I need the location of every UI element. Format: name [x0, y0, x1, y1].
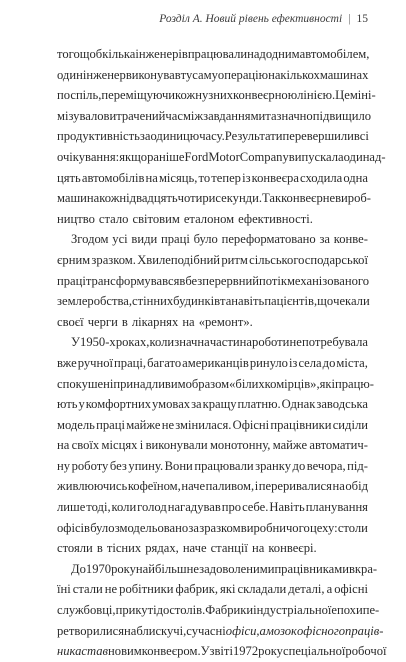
word: пацієнтів,	[264, 294, 318, 309]
word: щоб	[79, 47, 103, 61]
word: деталі,	[288, 582, 325, 597]
page-number: 15	[356, 13, 368, 25]
text-line	[57, 559, 378, 580]
text-line	[57, 188, 371, 209]
word: рядах,	[145, 541, 179, 556]
word: своєї	[57, 314, 84, 329]
word: кожні	[99, 191, 130, 206]
word: які	[220, 582, 236, 597]
word: пе-	[362, 603, 380, 618]
word: кращу	[202, 397, 237, 412]
word: У	[71, 335, 80, 350]
word: між	[182, 108, 204, 123]
word: автоматич-	[309, 438, 368, 453]
word: мозок	[265, 623, 297, 638]
word: епохи	[331, 603, 363, 618]
word: а	[326, 582, 333, 597]
word: поспіль,	[57, 88, 102, 103]
word: в	[96, 541, 103, 556]
word: операцію	[217, 67, 269, 82]
text-line	[57, 600, 380, 621]
word: механізованого	[286, 273, 370, 288]
text-line	[57, 332, 368, 353]
word: на	[332, 479, 345, 494]
word: один	[57, 67, 83, 82]
word: стали	[72, 582, 103, 597]
word: безперервний	[185, 273, 259, 288]
word: роботу	[71, 458, 109, 473]
word: часу.	[199, 129, 225, 144]
paragraph	[57, 229, 368, 332]
word: на	[145, 170, 158, 185]
word: виконували	[145, 438, 208, 453]
word: не	[161, 417, 175, 432]
word: працювали	[194, 458, 254, 473]
paragraph	[57, 559, 387, 662]
word: секунди.	[215, 191, 262, 206]
word: образом	[185, 376, 230, 391]
word: станції	[210, 541, 248, 556]
text-line	[57, 229, 368, 250]
word: підвищило	[312, 108, 372, 123]
text-line	[57, 497, 368, 518]
word: Результати	[224, 129, 283, 144]
word: тоді,	[86, 500, 111, 515]
word: та	[265, 108, 277, 123]
word: всі	[353, 129, 369, 144]
word: наче	[182, 541, 207, 556]
word: витрачений	[103, 108, 166, 123]
word: що	[317, 294, 334, 309]
word: спокушені	[57, 376, 114, 391]
word: та	[220, 294, 232, 309]
word: 1950-х	[80, 335, 116, 350]
word: став	[81, 644, 109, 659]
word: сиділи	[332, 417, 368, 432]
word: ринуло	[249, 355, 288, 370]
word: кожну	[175, 88, 209, 103]
word: робочої	[345, 644, 387, 659]
word: в	[348, 561, 355, 576]
word: переформатовано	[221, 232, 316, 247]
word: за	[319, 232, 331, 247]
word: будинків	[173, 294, 221, 309]
body-text	[57, 44, 387, 662]
word: Хвилеподібний	[137, 252, 221, 267]
word: змінилася.	[175, 417, 232, 432]
text-line	[57, 168, 368, 189]
word: з	[208, 88, 214, 103]
word: цеху:	[309, 520, 338, 535]
word: звіті	[209, 644, 233, 659]
text-line	[57, 106, 372, 127]
word: офісів	[57, 520, 90, 535]
word: прикуті	[115, 603, 157, 618]
word: черги	[87, 314, 118, 329]
paragraph	[57, 332, 374, 559]
word: 1972	[232, 644, 259, 659]
word: офіси,	[225, 623, 260, 638]
word: в	[121, 314, 128, 329]
word: і	[139, 438, 144, 453]
word: умовах	[152, 397, 191, 412]
word: інженерів	[135, 47, 188, 61]
word: голод	[137, 500, 167, 515]
word: конвеєрі.	[268, 541, 317, 556]
word: чекали	[333, 294, 370, 309]
text-line	[57, 476, 368, 497]
text-line	[57, 291, 368, 312]
word: праці	[96, 417, 125, 432]
word: села	[298, 355, 322, 370]
text-line	[57, 312, 368, 333]
word: одинад-	[343, 149, 386, 164]
word: Так	[261, 191, 282, 206]
word: Ford	[184, 149, 209, 164]
word: із	[242, 170, 251, 185]
word: модель	[57, 417, 95, 432]
word: за	[139, 129, 151, 144]
word: під-	[347, 458, 368, 473]
word: них	[213, 88, 234, 103]
text-line	[57, 394, 368, 415]
word: праців-	[345, 623, 384, 638]
word: без	[109, 458, 127, 473]
word: наче	[181, 479, 206, 494]
word: одним	[265, 47, 300, 61]
word: столів.	[169, 603, 206, 618]
word: у	[78, 397, 85, 412]
word: спеціальної	[282, 644, 346, 659]
text-line	[57, 209, 368, 230]
word: коли	[111, 500, 137, 515]
word: багато	[147, 355, 182, 370]
text-line	[57, 518, 368, 539]
word: Однак	[281, 397, 316, 412]
text-line	[57, 271, 368, 292]
word: потребувала	[301, 335, 368, 350]
text-line	[57, 579, 368, 600]
word: на	[182, 314, 195, 329]
word: лише	[57, 500, 86, 515]
word: ють	[57, 397, 78, 412]
word: роках,	[115, 335, 150, 350]
word: до	[156, 603, 170, 618]
word: Згодом	[71, 232, 109, 247]
word: над	[247, 47, 266, 61]
word: столи	[337, 520, 368, 535]
word: цять	[57, 170, 81, 185]
word: ництво	[57, 211, 95, 226]
word: про	[221, 500, 242, 515]
word: року	[258, 644, 283, 659]
word: працю-	[335, 376, 374, 391]
word: Company	[239, 149, 289, 164]
text-line	[57, 456, 368, 477]
word: не	[104, 582, 118, 597]
word: конвеєрне	[281, 191, 336, 206]
word: продуктивність	[57, 129, 140, 144]
text-line	[57, 44, 368, 65]
word: Вони	[164, 458, 193, 473]
text-line	[57, 353, 368, 374]
word: не	[289, 335, 302, 350]
word: До	[71, 561, 86, 576]
word: двадцять	[129, 191, 178, 206]
text-line	[57, 65, 368, 86]
word: ретворилися	[57, 623, 124, 638]
word: кофеїном,	[127, 479, 181, 494]
word: американців	[182, 355, 249, 370]
word: чотири	[177, 191, 216, 206]
running-header	[159, 13, 368, 25]
word: того	[57, 47, 80, 61]
word: упину.	[128, 458, 164, 473]
word: вже	[57, 355, 77, 370]
word: стояли	[57, 541, 93, 556]
word: на	[251, 541, 265, 556]
word: ефективності.	[238, 211, 313, 226]
word: вечора,	[306, 458, 346, 473]
word: міста,	[336, 355, 368, 370]
word: майже	[126, 417, 161, 432]
word: ручної	[77, 355, 114, 370]
word: року	[111, 561, 136, 576]
word: навіть	[231, 294, 265, 309]
word: за	[188, 520, 199, 535]
word: конвеєрною	[233, 88, 298, 103]
word: стало	[98, 211, 129, 226]
word: Навіть	[269, 500, 305, 515]
word: сходила	[300, 170, 343, 185]
word: зразком.	[91, 252, 136, 267]
word: машина	[57, 191, 100, 206]
word: якщо	[119, 149, 148, 164]
text-line	[57, 435, 368, 456]
word: кілька	[102, 47, 136, 61]
word: фабрик,	[175, 582, 219, 597]
word: із	[288, 355, 298, 370]
word: які	[319, 376, 336, 391]
word: вироб-	[335, 191, 371, 206]
word: світовим	[132, 211, 180, 226]
text-line	[57, 250, 368, 271]
word: конвеєра	[251, 170, 299, 185]
word: незадоволеними	[186, 561, 275, 576]
word: інженер	[82, 67, 126, 82]
word: працювали	[187, 47, 248, 61]
text-line	[57, 147, 386, 168]
word: стінних	[132, 294, 174, 309]
word: коли	[149, 335, 175, 350]
word: сучасні	[186, 623, 226, 638]
word: блискучі,	[136, 623, 187, 638]
word: то	[198, 170, 211, 185]
text-line	[57, 621, 384, 642]
word: зразком	[199, 520, 241, 535]
word: саму	[192, 67, 218, 82]
word: трансформувався	[85, 273, 180, 288]
word: в	[179, 273, 186, 288]
word: ту	[180, 67, 193, 82]
word: мізувало	[57, 108, 104, 123]
word: планування	[305, 500, 368, 515]
word: лікарнях	[131, 314, 179, 329]
word: офісні	[334, 582, 368, 597]
word: ну	[57, 458, 71, 473]
word: комфортних	[85, 397, 152, 412]
word: потік	[258, 273, 287, 288]
word: було	[90, 520, 115, 535]
word: виконував	[125, 67, 181, 82]
word: обід	[345, 479, 368, 494]
word: тісних	[106, 541, 142, 556]
section-title: Розділ А. Новий рівень ефективності	[159, 13, 343, 25]
word: одиницю	[150, 129, 200, 144]
word: час	[165, 108, 183, 123]
text-line	[57, 415, 368, 436]
text-line	[57, 85, 376, 106]
word: паливом,	[205, 479, 255, 494]
word: У	[200, 644, 210, 659]
word: праці,	[114, 355, 147, 370]
word: найбільш	[135, 561, 187, 576]
word: виробничого	[240, 520, 310, 535]
word: місцях	[101, 438, 138, 453]
word: конве-	[333, 232, 368, 247]
text-line	[57, 126, 368, 147]
word: на	[268, 67, 281, 82]
word: майже	[272, 438, 308, 453]
word: складали	[237, 582, 287, 597]
word: значно	[276, 108, 313, 123]
word: перевершили	[282, 129, 354, 144]
word: роботи	[252, 335, 290, 350]
word: індустріальної	[253, 603, 332, 618]
word: а	[259, 623, 266, 638]
word: еталоном	[183, 211, 235, 226]
word: живлюючись	[57, 479, 128, 494]
word: працівниками	[274, 561, 349, 576]
word: Це	[335, 88, 350, 103]
word: офісного	[296, 623, 346, 638]
word: «білих	[229, 376, 265, 391]
word: змодельовано	[114, 520, 189, 535]
word: усі	[112, 232, 128, 247]
text-line	[57, 538, 368, 559]
word: своїх	[71, 438, 100, 453]
word: до	[292, 458, 306, 473]
word: зранку	[255, 458, 291, 473]
word: новим	[108, 644, 142, 659]
paragraph	[57, 44, 386, 229]
word: кра-	[354, 561, 378, 576]
word: платню.	[237, 397, 281, 412]
text-line	[57, 374, 374, 395]
header-separator: |	[348, 13, 351, 25]
word: Фабрики	[205, 603, 254, 618]
word: ритм	[221, 252, 248, 267]
word: праці	[160, 232, 190, 247]
word: на	[124, 623, 137, 638]
word: завданнями	[203, 108, 266, 123]
word: землеробства,	[57, 294, 133, 309]
word: і	[254, 479, 259, 494]
word: службовці,	[57, 603, 116, 618]
word: їні	[57, 582, 71, 597]
word: працівники	[270, 417, 332, 432]
word: на	[57, 438, 70, 453]
word: ника	[57, 644, 82, 659]
word: заводська	[316, 397, 368, 412]
word: «ремонт».	[198, 314, 253, 329]
word: лінією.	[297, 88, 336, 103]
text-line	[57, 641, 387, 662]
word: значна	[174, 335, 210, 350]
word: частина	[209, 335, 252, 350]
word: себе.	[242, 500, 269, 515]
word: Motor	[208, 149, 240, 164]
word: робітники	[119, 582, 174, 597]
word: до	[322, 355, 336, 370]
word: було	[193, 232, 218, 247]
word: одна	[343, 170, 368, 185]
word: види	[131, 232, 158, 247]
word: машинах	[319, 67, 369, 82]
word: сільськогосподарської	[249, 252, 368, 267]
word: тепер	[211, 170, 241, 185]
word: монотонну,	[209, 438, 271, 453]
word: очікування:	[57, 149, 120, 164]
word: раніше	[147, 149, 185, 164]
word: автомобілів	[81, 170, 145, 185]
word: принадливим	[113, 376, 186, 391]
word: 1970	[85, 561, 112, 576]
word: комірців»,	[264, 376, 320, 391]
word: автомобілем,	[299, 47, 370, 61]
word: випускала	[288, 149, 344, 164]
word: міні-	[349, 88, 376, 103]
word: праці	[57, 273, 86, 288]
word: єрним	[57, 252, 91, 267]
word: конвеєром.	[141, 644, 201, 659]
word: місяць,	[158, 170, 198, 185]
word: за	[191, 397, 202, 412]
word: переривалися	[258, 479, 332, 494]
word: нагадував	[167, 500, 221, 515]
word: переміщуючи	[101, 88, 176, 103]
word: кількох	[280, 67, 320, 82]
word: Офісні	[232, 417, 270, 432]
